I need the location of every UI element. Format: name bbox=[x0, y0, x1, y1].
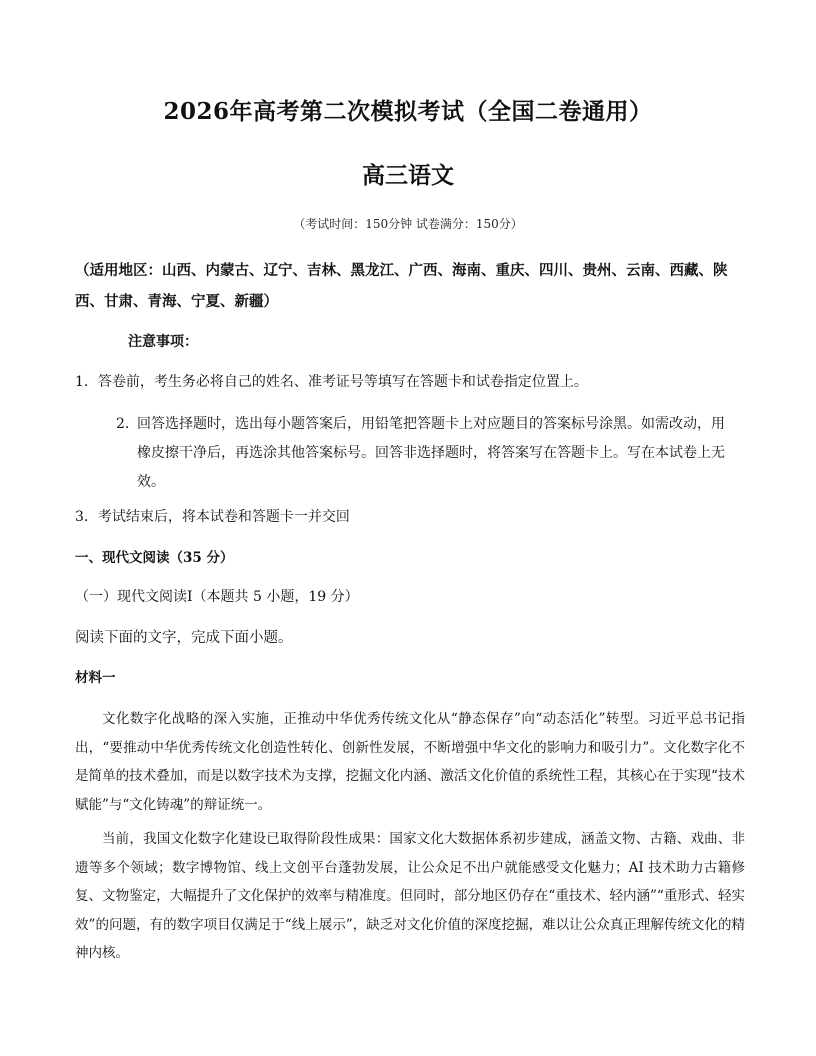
subject-title: 高三语文 bbox=[362, 162, 454, 189]
notice-item-2-text: 回答选择题时，选出每小题答案后，用铅笔把答题卡上对应题目的答案标号涂黑。如需改动，用 bbox=[137, 416, 725, 432]
notice-item-2-line-1 bbox=[116, 410, 741, 439]
subsection-heading: （一）现代文阅读Ⅰ（本题共 5 小题，19 分） bbox=[75, 589, 359, 605]
page-title: 2026年高考第二次模拟考试（全国二卷通用） bbox=[163, 98, 653, 125]
exam-info: （考试时间：150分钟 试卷满分：150分） bbox=[293, 217, 523, 231]
applicable-regions: （适用地区：山西、内蒙古、辽宁、吉林、黑龙江、广西、海南、重庆、四川、贵州、云南、西藏、陕西、甘肃、青海、宁夏、新疆） bbox=[75, 262, 728, 310]
section-heading: 一、现代文阅读（35 分） bbox=[75, 550, 234, 566]
notice-item-2-line-2: 橡皮擦干净后，再选涂其他答案标号。回答非选择题时，将答案写在答题卡上。写在本试卷上无 bbox=[137, 445, 725, 461]
material-paragraph-1: 文化数字化战略的深入实施，正推动中华优秀传统文化从“静态保存”向“动态活化”转型。习近平总书记指出，“要推动中华优秀传统文化创造性转化、创新性发展，不断增强中华文化的影响力和吸引力”。文化数字化不是简单的技术叠加，而是以数字技术为支撑，挖掘文化内涵、激活文化价值的系统性工程，其核心在于实现“技术赋能”与“文化铸魂”的辩证统一。 bbox=[75, 711, 745, 813]
notice-item-1: 1．答卷前，考生务必将自己的姓名、准考证号等填写在答题卡和试卷指定位置上。 bbox=[75, 374, 588, 390]
notice-item-3: 3．考试结束后，将本试卷和答题卡一并交回 bbox=[75, 509, 350, 525]
notice-item-2 bbox=[116, 410, 741, 497]
reading-instruction: 阅读下面的文字，完成下面小题。 bbox=[75, 630, 293, 646]
notice-item-2-line-3: 效。 bbox=[137, 474, 165, 490]
material-paragraph-2: 当前，我国文化数字化建设已取得阶段性成果：国家文化大数据体系初步建成，涵盖文物、古籍、戏曲、非遗等多个领域；数字博物馆、线上文创平台蓬勃发展，让公众足不出户就能感受文化魅力；AI 技术助力古籍修复、文物鉴定，大幅提升了文化保护的效率与精准度。但同时，部分地区仍存在“重技术、轻内涵”“重形式、轻实效”的问题，有的数字项目仅满足于“线上展示”，缺乏对文化价值的深度挖掘，难以让公众真正理解传统文化的精神内核。 bbox=[75, 831, 745, 961]
material-label: 材料一 bbox=[75, 670, 116, 686]
notice-title: 注意事项： bbox=[128, 334, 198, 350]
notice-item-2-number: 2． bbox=[116, 416, 139, 432]
